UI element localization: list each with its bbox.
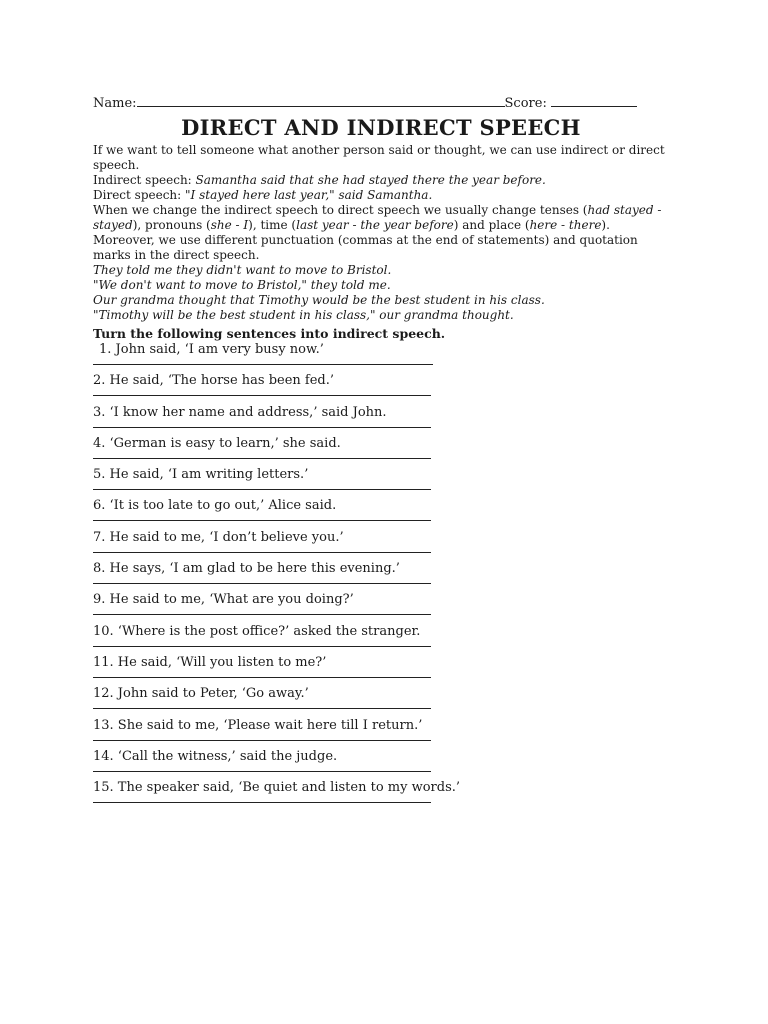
example-text: "We don't want to move to Bristol," they told me. <box>93 278 391 292</box>
score-blank[interactable] <box>551 94 637 107</box>
exercise-item <box>93 467 693 498</box>
worksheet-header <box>93 94 693 113</box>
exercise-item <box>93 373 693 404</box>
exercise-item <box>93 655 693 686</box>
punctuation-paragraph: Moreover, we use different punctuation (commas at the end of statements) and quotation marks in the direct speech. <box>93 233 638 262</box>
answer-line[interactable] <box>93 583 431 584</box>
answer-line[interactable] <box>93 677 431 678</box>
rule-tenses: had stayed - stayed <box>93 203 662 232</box>
exercise-prompt: 15. The speaker said, ‘Be quiet and listen to my words.’ <box>93 780 461 796</box>
example-text: Our grandma thought that Timothy would be the best student in his class. <box>93 293 545 307</box>
answer-line[interactable] <box>93 520 431 521</box>
rule-text: ) and place ( <box>453 218 530 232</box>
exercise-item <box>93 530 693 561</box>
answer-line[interactable] <box>93 489 431 490</box>
page-title: DIRECT AND INDIRECT SPEECH <box>181 115 581 140</box>
answer-line[interactable] <box>93 646 431 647</box>
rule-text: ). <box>601 218 610 232</box>
exercise-prompt: 3. ‘I know her name and address,’ said John. <box>93 404 387 420</box>
exercise-prompt: 12. John said to Peter, ‘Go away.’ <box>93 686 309 702</box>
answer-line[interactable] <box>93 708 431 709</box>
exercise-item <box>93 624 693 655</box>
exercise-prompt: 2. He said, ‘The horse has been fed.’ <box>93 373 335 389</box>
answer-line[interactable] <box>93 552 431 553</box>
exercise-item <box>93 561 693 592</box>
exercise-item <box>93 718 693 749</box>
exercise-item <box>93 686 693 717</box>
answer-line[interactable] <box>93 740 431 741</box>
intro-paragraph: If we want to tell someone what another person said or thought, we can use indirect or direct speech. <box>93 143 665 172</box>
exercise-prompt: 4. ‘German is easy to learn,’ she said. <box>93 435 341 451</box>
exercise-prompt: 10. ‘Where is the post office?’ asked the stranger. <box>93 623 421 639</box>
indirect-speech-line <box>93 173 673 188</box>
intro-section <box>93 143 673 323</box>
direct-example: "I stayed here last year," said Samantha. <box>185 188 433 202</box>
worksheet-content <box>93 94 693 811</box>
exercise-item <box>93 342 693 373</box>
name-label: Name: <box>93 96 137 111</box>
exercise-item <box>93 436 693 467</box>
exercise-list <box>93 342 693 811</box>
exercise-prompt: 5. He said, ‘I am writing letters.’ <box>93 467 309 483</box>
exercise-instruction: Turn the following sentences into indirect speech. <box>93 326 446 341</box>
exercise-item <box>93 405 693 436</box>
exercise-prompt: 14. ‘Call the witness,’ said the judge. <box>93 748 338 764</box>
indirect-label: Indirect speech: <box>93 173 196 187</box>
answer-line[interactable] <box>93 802 431 803</box>
direct-speech-line <box>93 188 673 203</box>
answer-line[interactable] <box>93 364 433 365</box>
example-text: "Timothy will be the best student in his class," our grandma thought. <box>93 308 514 322</box>
example-sentence <box>93 263 673 278</box>
name-blank[interactable] <box>137 94 505 107</box>
rule-text: ), time ( <box>248 218 297 232</box>
exercise-prompt: 13. She said to me, ‘Please wait here till I return.’ <box>93 717 423 733</box>
exercise-prompt: 8. He says, ‘I am glad to be here this evening.’ <box>93 561 400 577</box>
indirect-example: Samantha said that she had stayed there the year before. <box>195 173 546 187</box>
exercise-prompt: 1. John said, ‘I am very busy now.’ <box>99 342 324 357</box>
exercise-prompt: 6. ‘It is too late to go out,’ Alice said. <box>93 498 337 514</box>
exercise-item <box>93 749 693 780</box>
exercise-item <box>93 780 693 811</box>
rule-pronouns: she - I <box>210 218 249 232</box>
score-label: Score: <box>504 96 547 111</box>
example-sentence <box>93 293 673 308</box>
rule-text: When we change the indirect speech to direct speech we usually change tenses ( <box>93 203 588 217</box>
exercise-item <box>93 498 693 529</box>
example-text: They told me they didn't want to move to Bristol. <box>93 263 392 277</box>
example-sentence <box>93 278 673 293</box>
direct-label: Direct speech: <box>93 188 186 202</box>
rule-text: ), pronouns ( <box>132 218 211 232</box>
rule-time: last year - the year before <box>296 218 454 232</box>
exercise-prompt: 9. He said to me, ‘What are you doing?’ <box>93 592 354 608</box>
answer-line[interactable] <box>93 395 431 396</box>
exercise-prompt: 7. He said to me, ‘I don’t believe you.’ <box>93 529 344 545</box>
answer-line[interactable] <box>93 458 431 459</box>
change-rules-paragraph <box>93 203 673 233</box>
example-sentence <box>93 308 673 323</box>
rule-place: here - there <box>529 218 602 232</box>
answer-line[interactable] <box>93 614 431 615</box>
exercise-item <box>93 592 693 623</box>
answer-line[interactable] <box>93 427 431 428</box>
answer-line[interactable] <box>93 771 431 772</box>
exercise-prompt: 11. He said, ‘Will you listen to me?’ <box>93 654 327 670</box>
